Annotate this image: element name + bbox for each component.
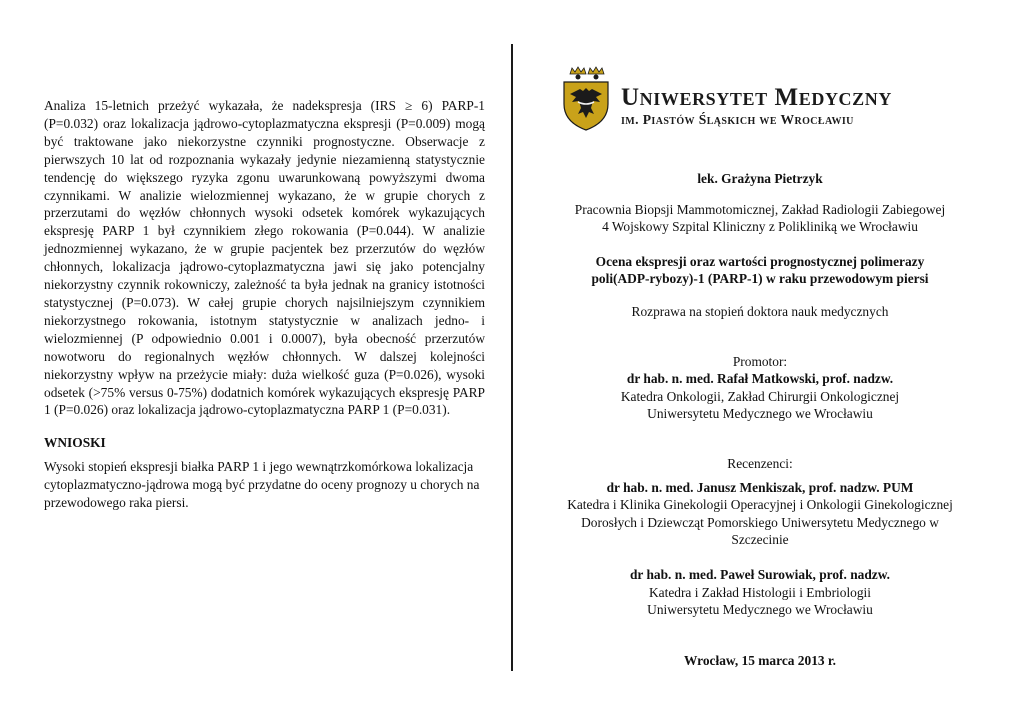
eagle-crest-icon bbox=[558, 64, 614, 132]
thesis-title-line: poli(ADP-rybozy)-1 (PARP-1) w raku przewodowym piersi bbox=[591, 271, 929, 287]
thesis-title-line: Ocena ekspresji oraz wartości prognostycznej polimerazy bbox=[595, 253, 925, 269]
conclusions-paragraph: Wysoki stopień ekspresji białka PARP 1 i jego wewnątrzkomórkowa lokalizacja cytoplazmatyczno-jądrowa mogą być przydatne do oceny prognozy u chorych na przewodowego raka piersi. bbox=[44, 459, 480, 511]
reviewer-affiliation: Katedra i Klinika Ginekologii Operacyjnej i Onkologii Ginekologicznej bbox=[567, 497, 953, 513]
page-divider bbox=[511, 44, 513, 671]
university-subtitle: im. Piastów Śląskich we Wrocławiu bbox=[621, 112, 854, 127]
reviewer-name: dr hab. n. med. Janusz Menkiszak, prof. nadzw. PUM bbox=[606, 479, 914, 495]
promotor-affiliation: Uniwersytetu Medycznego we Wrocławiu bbox=[647, 406, 873, 422]
university-name: Uniwersytet Medyczny bbox=[621, 84, 892, 111]
promotor-name: dr hab. n. med. Rafał Matkowski, prof. nadzw. bbox=[626, 371, 894, 387]
right-column bbox=[540, 170, 980, 669]
place-date: Wrocław, 15 marca 2013 r. bbox=[684, 652, 836, 668]
affiliation-line: Pracownia Biopsji Mammotomicznej, Zakład Radiologii Zabiegowej bbox=[574, 201, 946, 217]
author-name: lek. Grażyna Pietrzyk bbox=[697, 171, 823, 186]
conclusions-heading: WNIOSKI bbox=[44, 435, 106, 451]
affiliation-line: 4 Wojskowy Szpital Kliniczny z Polikliniką we Wrocławiu bbox=[602, 219, 918, 235]
left-column bbox=[44, 97, 485, 512]
promotor-label: Promotor: bbox=[732, 353, 788, 369]
reviewer-affiliation: Dorosłych i Dziewcząt Pomorskiego Uniwersytetu Medycznego w bbox=[581, 514, 939, 530]
reviewer-name: dr hab. n. med. Paweł Surowiak, prof. nadzw. bbox=[629, 566, 891, 582]
thesis-type: Rozprawa na stopień doktora nauk medycznych bbox=[631, 303, 889, 319]
reviewer-affiliation: Uniwersytetu Medycznego we Wrocławiu bbox=[647, 602, 873, 618]
reviewer-affiliation: Szczecinie bbox=[731, 532, 789, 548]
reviewer-affiliation: Katedra i Zakład Histologii i Embriologii bbox=[648, 584, 872, 600]
promotor-affiliation: Katedra Onkologii, Zakład Chirurgii Onkologicznej bbox=[620, 388, 900, 404]
summary-paragraph: Analiza 15-letnich przeżyć wykazała, że nadekspresja (IRS ≥ 6) PARP-1 (P=0.032) oraz lokalizacja jądrowo-cytoplazmatyczna ekspresji (P=0.009) mogą być traktowane jako niekorzystne czynniki prognostyczne. Obserwacje z pierwszych 10 lat od rozpoznania wykazały jedynie niezamienną statystycznie tendencję do większego ryzyka zgonu uwarunkowaną powyższymi dwoma czynnikami. W analizie wielozmiennej wykazano, że w grupie chorych z przerzutami do węzłów chłonnych wysoki odsetek komórek wykazujących ekspresję PARP 1 był czynnikiem złego rokowania (P=0.044). W analizie jednozmiennej wykazano, że w grupie pacjentek bez przerzutów do węzłów chłonnych, lokalizacja jądrowo-cytoplazmatyczna jawi się jako potencjalny niekorzystny czynnik rokowniczy, zależność ta była jednak na granicy istotności statystycznej (P=0.073). W całej grupie chorych najsilniejszym czynnikiem niekorzystnego rokowania, istotnym statystycznie w analizach jedno- i wielozmiennej (P odpowiednio 0.001 i 0.0007), była obecność przerzutów nowotworu do regionalnych węzłów chłonnych. W dalszej kolejności niekorzystny wpływ na przeżycie miały: duża wielkość guza (P=0.026), wysoki odsetek (>75% versus 0-75%) dodatnich komórek wykazujących ekspresję PARP 1 (P=0.026) oraz lokalizacja jądrowo-cytoplazmatyczna PARP 1 (P=0.031). bbox=[44, 98, 485, 418]
reviewers-label: Recenzenci: bbox=[727, 455, 793, 471]
